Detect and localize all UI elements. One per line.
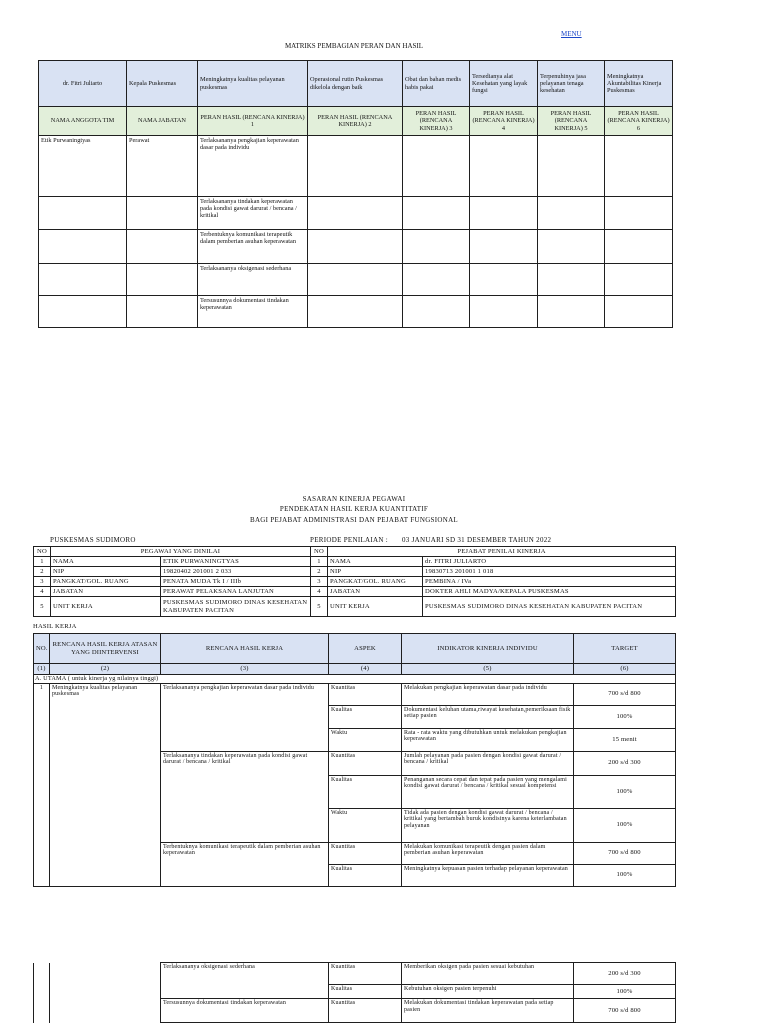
info-header-row	[34, 547, 676, 557]
col-iki: INDIKATOR KINERJA INDIVIDU	[402, 634, 574, 664]
info-no: 4	[34, 587, 51, 597]
col-rhk: RENCANA HASIL KERJA	[161, 634, 329, 664]
info-row	[34, 567, 676, 577]
rhk-cell: Terlaksananya tindakan keperawatan pada kondisi gawat darurat / bencana / kritikal	[161, 751, 329, 842]
info-label: NIP	[51, 567, 161, 577]
hasil-kerja-table	[33, 633, 676, 887]
info-value: PUSKESMAS SUDIMORO DINAS KESEHATAN KABUPATEN PACITAN	[161, 597, 311, 617]
result-cell: Terlaksananya tindakan keperawatan pada kondisi gawat darurat / bencana / kritikal	[198, 197, 308, 230]
info-label: UNIT KERJA	[51, 597, 161, 617]
info-no: 1	[311, 557, 328, 567]
aspek-cell: Waktu	[329, 728, 402, 751]
goal-3: Obat dan bahan medis habis pakai	[403, 61, 470, 107]
col-target: TARGET	[574, 634, 676, 664]
col-peran-1: PERAN HASIL (RENCANA KINERJA) 1	[198, 107, 308, 136]
rhk-cell: Terlaksananya oksigenasi sederhana	[161, 963, 329, 999]
target-cell: 100%	[574, 985, 676, 999]
info-label: NAMA	[328, 557, 423, 567]
aspek-cell: Kuantitas	[329, 683, 402, 705]
member-name: Etik Purwaningtyas	[39, 136, 127, 197]
skp-title-1: SASARAN KINERJA PEGAWAI	[302, 495, 406, 503]
col-peran-5: PERAN HASIL (RENCANA KINERJA) 5	[538, 107, 605, 136]
info-label: NIP	[328, 567, 423, 577]
goal-4: Tersedianya alat Kesehatan yang layak fungsi	[470, 61, 538, 107]
info-no: 2	[34, 567, 51, 577]
info-no: 5	[311, 597, 328, 617]
target-cell: 700 s/d 800	[574, 999, 676, 1023]
goal-5: Terpenuhinya jasa pelayanan tenaga kesehatan	[538, 61, 605, 107]
matrix-row	[39, 197, 673, 230]
matrix-row	[39, 264, 673, 296]
member-role: Perawat	[127, 136, 198, 197]
info-value: PUSKESMAS SUDIMORO DINAS KESEHATAN KABUPATEN PACITAN	[423, 597, 676, 617]
hasil-kerja-label: HASIL KERJA	[33, 623, 77, 630]
target-cell: 100%	[574, 775, 676, 808]
employee-info-table	[33, 546, 676, 617]
info-label: NAMA	[51, 557, 161, 567]
result-cell: Terbentuknya komunikasi terapeutik dalam pemberian asuhan keperawatan	[198, 230, 308, 264]
aspek-cell: Kualitas	[329, 775, 402, 808]
col-number: (3)	[161, 664, 329, 675]
hasil-kerja-table-continued	[33, 962, 676, 1023]
info-label: UNIT KERJA	[328, 597, 423, 617]
info-no: 3	[311, 577, 328, 587]
matrix-goal-row	[39, 61, 673, 107]
info-row	[34, 557, 676, 567]
menu-link[interactable]: MENU	[561, 30, 582, 38]
result-cell: Terlaksananya oksigenasi sederhana	[198, 264, 308, 296]
skp-title-3: BAGI PEJABAT ADMINISTRASI DAN PEJABAT FUNGSIONAL	[249, 516, 459, 524]
col-nama-anggota: NAMA ANGGOTA TIM	[39, 107, 127, 136]
info-value: 19820402 201001 2 033	[161, 567, 311, 577]
pegawai-header: PEGAWAI YANG DINILAI	[51, 547, 311, 557]
iki-cell: Melakukan pengkajian keperawatan dasar pada individu	[402, 683, 574, 705]
section-utama: A. UTAMA ( untuk kinerja yg nilainya tinggi)	[34, 674, 676, 683]
target-cell: 200 s/d 300	[574, 751, 676, 775]
aspek-cell: Waktu	[329, 808, 402, 842]
info-no: 4	[311, 587, 328, 597]
aspek-cell: Kuantitas	[329, 999, 402, 1023]
info-value: PERAWAT PELAKSANA LANJUTAN	[161, 587, 311, 597]
goal-1: Meningkatnya kualitas pelayanan puskesmas	[198, 61, 308, 107]
iki-cell: Tidak ada pasien dengan kondisi gawat darurat / bencana / kritikal yang bertambah buruk kondisinya karena keterlambatan pelayanan	[402, 808, 574, 842]
info-no: NO	[34, 547, 51, 557]
period-label: PERIODE PENILAIAN :	[310, 536, 389, 544]
col-peran-3: PERAN HASIL (RENCANA KINERJA) 3	[403, 107, 470, 136]
info-value: dr. FITRI JULIARTO	[423, 557, 676, 567]
hasil-kerja-header	[34, 634, 676, 664]
col-number: (1)	[34, 664, 50, 675]
matrix-row	[39, 136, 673, 197]
head-name: dr. Fitri Juliarto	[39, 61, 127, 107]
rhk-cell: Terlaksananya pengkajian keperawatan dasar pada individu	[161, 683, 329, 751]
iki-cell: Dokumentasi keluhan utama,riwayat kesehatan,pemeriksaan fisik setiap pasien	[402, 705, 574, 728]
skp-title-2: PENDEKATAN HASIL KERJA KUANTITATIF	[279, 505, 429, 513]
target-cell: 100%	[574, 705, 676, 728]
target-cell: 200 s/d 300	[574, 963, 676, 985]
iki-cell: Melakukan komunikasi terapeutik dengan pasien dalam pemberian asuhan keperawatan	[402, 842, 574, 864]
info-label: JABATAN	[328, 587, 423, 597]
col-nama-jabatan: NAMA JABATAN	[127, 107, 198, 136]
target-cell: 15 menit	[574, 728, 676, 751]
col-atasan: RENCANA HASIL KERJA ATASAN YANG DIINTERVENSI	[50, 634, 161, 664]
iki-cell: Memberikan oksigen pada pasien sesuai kebutuhan	[402, 963, 574, 985]
aspek-cell: Kualitas	[329, 705, 402, 728]
atasan-goal: Meningkatnya kualitas pelayanan puskesmas	[50, 683, 161, 886]
info-no: 3	[34, 577, 51, 587]
col-peran-6: PERAN HASIL (RENCANA KINERJA) 6	[605, 107, 673, 136]
rhk-cell: Tersusunnya dokumentasi tindakan keperawatan	[161, 999, 329, 1023]
info-row	[34, 597, 676, 617]
target-cell: 700 s/d 800	[574, 683, 676, 705]
unit-name: PUSKESMAS SUDIMORO	[50, 536, 136, 544]
matrix-row	[39, 230, 673, 264]
info-value: ETIK PURWANINGTYAS	[161, 557, 311, 567]
matrix-row	[39, 296, 673, 328]
iki-cell: Meningkatnya kepuasan pasien terhadap pelayanan keperawatan	[402, 864, 574, 886]
info-no: 1	[34, 557, 51, 567]
col-number: (2)	[50, 664, 161, 675]
result-cell: Terlaksananya pengkajian keperawatan dasar pada individu	[198, 136, 308, 197]
iki-cell: Penanganan secara cepat dan tepat pada pasien yang mengalami kondisi gawat darurat / bencana / kritikal sesuai kompetensi	[402, 775, 574, 808]
col-number: (4)	[329, 664, 402, 675]
col-number: (5)	[402, 664, 574, 675]
col-peran-2: PERAN HASIL (RENCANA KINERJA) 2	[308, 107, 403, 136]
info-row	[34, 577, 676, 587]
section-row	[34, 674, 676, 683]
matrix-table	[38, 60, 673, 328]
target-cell: 700 s/d 800	[574, 842, 676, 864]
matrix-title: MATRIKS PEMBAGIAN PERAN DAN HASIL	[284, 42, 424, 50]
info-value: DOKTER AHLI MADYA/KEPALA PUSKESMAS	[423, 587, 676, 597]
result-cell: Tersusunnya dokumentasi tindakan keperawatan	[198, 296, 308, 328]
info-value: 19830713 201001 1 018	[423, 567, 676, 577]
column-number-row	[34, 664, 676, 675]
info-value: PENATA MUDA Tk I / IIIb	[161, 577, 311, 587]
iki-cell: Melakukan dokumentasi tindakan keperawatan pada setiap pasien	[402, 999, 574, 1023]
info-row	[34, 587, 676, 597]
period-value: 03 JANUARI SD 31 DESEMBER TAHUN 2022	[402, 536, 552, 544]
table-row	[34, 683, 676, 705]
row-no: 1	[34, 683, 50, 886]
info-no: NO	[311, 547, 328, 557]
info-value: PEMBINA / IVa	[423, 577, 676, 587]
info-label: PANGKAT/GOL. RUANG	[328, 577, 423, 587]
info-no: 5	[34, 597, 51, 617]
col-peran-4: PERAN HASIL (RENCANA KINERJA) 4	[470, 107, 538, 136]
goal-6: Meningkatnya Akuntabilitas Kinerja Puskesmas	[605, 61, 673, 107]
goal-2: Operasional rutin Puskesmas dikelola dengan baik	[308, 61, 403, 107]
rhk-cell: Terbentuknya komunikasi terapeutik dalam pemberian asuhan keperawatan	[161, 842, 329, 886]
aspek-cell: Kuantitas	[329, 751, 402, 775]
aspek-cell: Kualitas	[329, 985, 402, 999]
col-no: NO.	[34, 634, 50, 664]
penilai-header: PEJABAT PENILAI KINERJA	[328, 547, 676, 557]
matrix-header-row	[39, 107, 673, 136]
col-number: (6)	[574, 664, 676, 675]
aspek-cell: Kuantitas	[329, 963, 402, 985]
aspek-cell: Kuantitas	[329, 842, 402, 864]
iki-cell: Jumlah pelayanan pada pasien dengan kondisi gawat darurat / bencana / kritikal	[402, 751, 574, 775]
info-label: PANGKAT/GOL. RUANG	[51, 577, 161, 587]
table-row	[34, 963, 676, 985]
info-label: JABATAN	[51, 587, 161, 597]
target-cell: 100%	[574, 808, 676, 842]
info-no: 2	[311, 567, 328, 577]
col-aspek: ASPEK	[329, 634, 402, 664]
head-role: Kepala Puskesmas	[127, 61, 198, 107]
target-cell: 100%	[574, 864, 676, 886]
aspek-cell: Kualitas	[329, 864, 402, 886]
iki-cell: Kebutuhan oksigen pasien terpenuhi	[402, 985, 574, 999]
iki-cell: Rata - rata waktu yang dibutuhkan untuk melakukan pengkajian keperawatan	[402, 728, 574, 751]
